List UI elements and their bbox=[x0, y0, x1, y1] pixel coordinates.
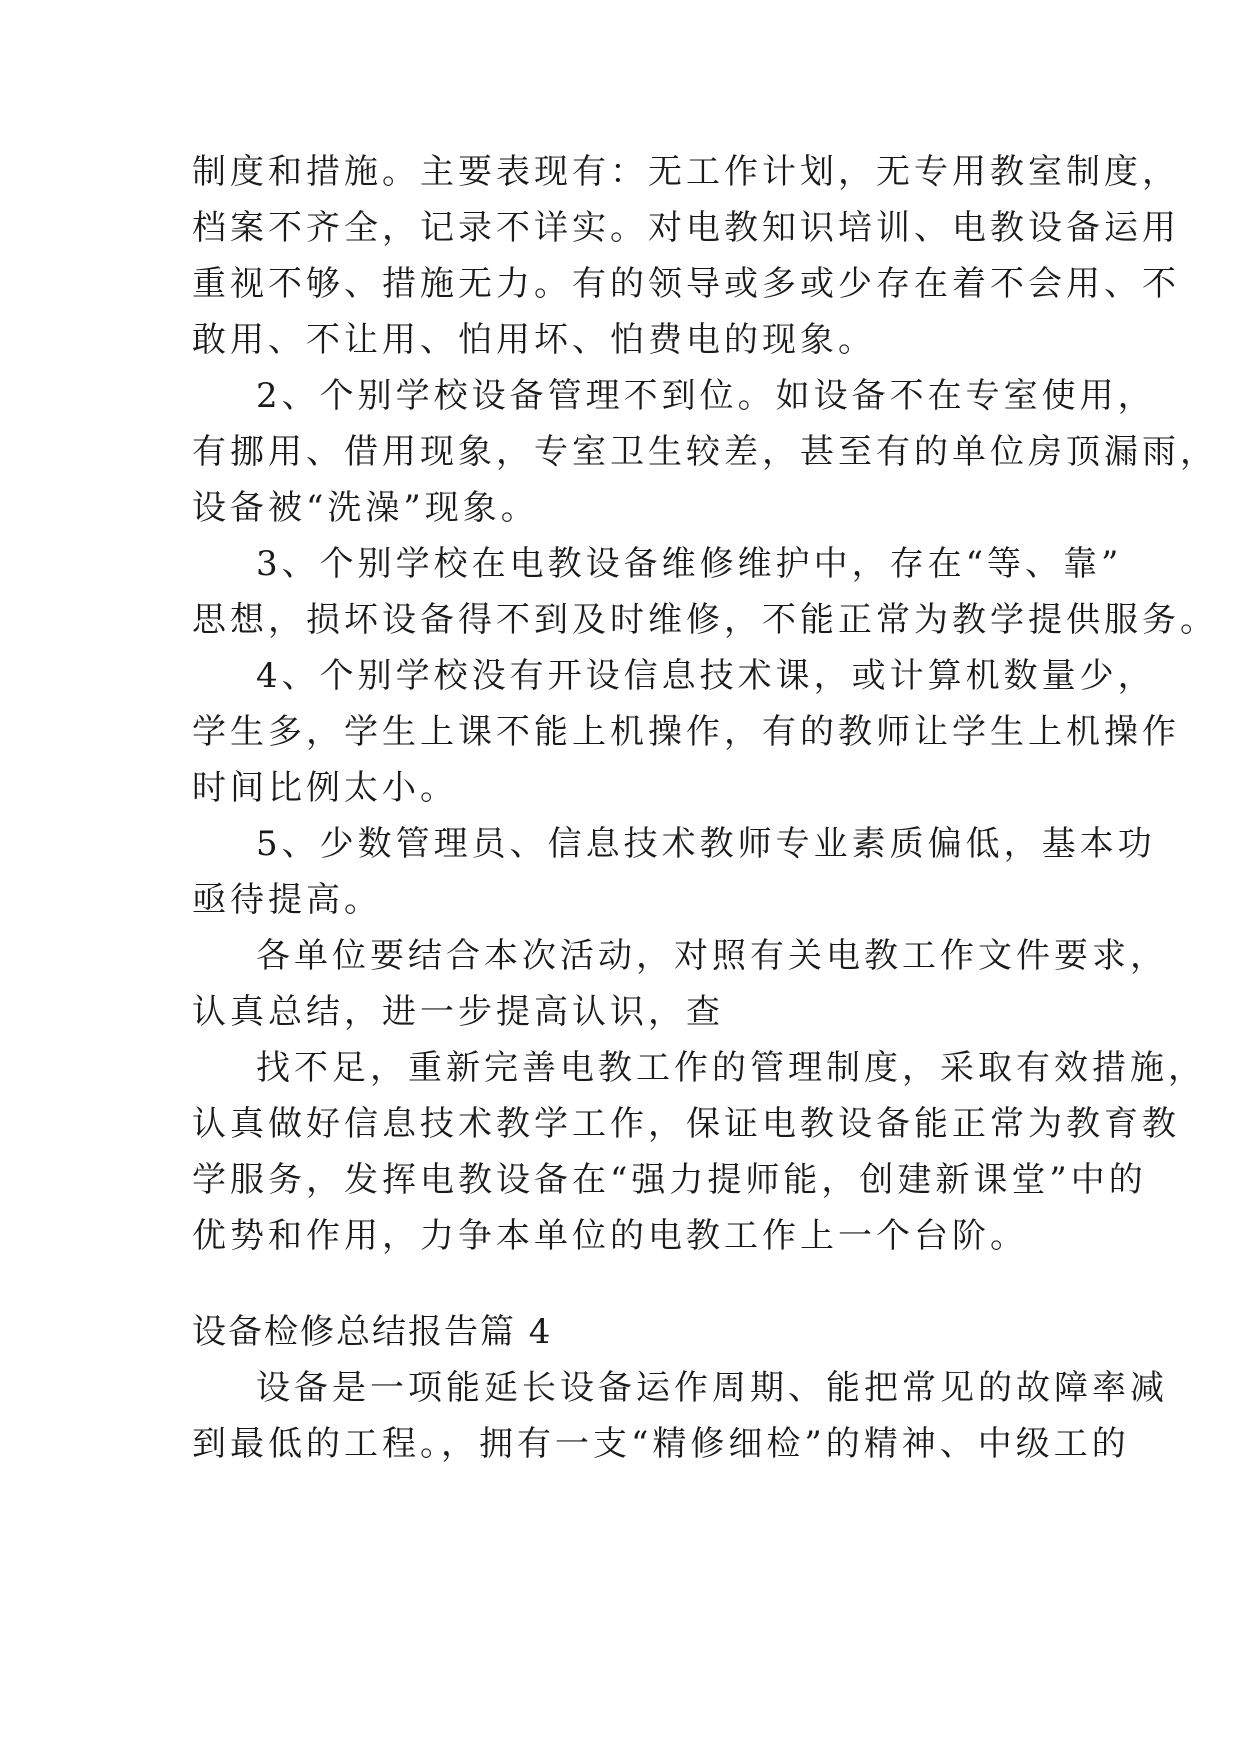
text-line: 制度和措施。主要表现有：无工作计划，无专用教室制度， bbox=[192, 152, 1180, 192]
section-heading: 设备检修总结报告篇 4 bbox=[192, 1312, 553, 1352]
text-line: 认真做好信息技术教学工作，保证电教设备能正常为教育教 bbox=[192, 1104, 1180, 1144]
text-line: 优势和作用，力争本单位的电教工作上一个台阶。 bbox=[192, 1216, 1028, 1256]
text-line: 认真总结，进一步提高认识，查 bbox=[192, 992, 724, 1032]
text-line: 档案不齐全，记录不详实。对电教知识培训、电教设备运用 bbox=[192, 208, 1180, 248]
text-line: 到最低的工程。，拥有一支“精修细检”的精神、中级工的 bbox=[192, 1424, 1130, 1464]
text-line: 时间比例太小。 bbox=[192, 768, 458, 808]
text-line: 思想，损坏设备得不到及时维修，不能正常为教学提供服务。 bbox=[192, 600, 1218, 640]
paragraph-start-line: 2、个别学校设备管理不到位。如设备不在专室使用， bbox=[256, 376, 1156, 416]
paragraph-start-line: 设备是一项能延长设备运作周期、能把常见的故障率减 bbox=[256, 1368, 1168, 1408]
paragraph-start-line: 各单位要结合本次活动，对照有关电教工作文件要求， bbox=[256, 936, 1168, 976]
text-line: 有挪用、借用现象，专室卫生较差，甚至有的单位房顶漏雨， bbox=[192, 432, 1218, 472]
text-line: 重视不够、措施无力。有的领导或多或少存在着不会用、不 bbox=[192, 264, 1180, 304]
paragraph-start-line: 5、少数管理员、信息技术教师专业素质偏低，基本功 bbox=[256, 824, 1156, 864]
paragraph-start-line: 3、个别学校在电教设备维修维护中，存在“等、靠” bbox=[256, 544, 1123, 584]
text-line: 敢用、不让用、怕用坏、怕费电的现象。 bbox=[192, 320, 876, 360]
paragraph-start-line: 找不足，重新完善电教工作的管理制度，采取有效措施， bbox=[256, 1048, 1206, 1088]
text-line: 学服务，发挥电教设备在“强力提师能，创建新课堂”中的 bbox=[192, 1160, 1147, 1200]
text-line: 亟待提高。 bbox=[192, 880, 382, 920]
text-line: 学生多，学生上课不能上机操作，有的教师让学生上机操作 bbox=[192, 712, 1180, 752]
text-line: 设备被“洗澡”现象。 bbox=[192, 488, 539, 528]
paragraph-start-line: 4、个别学校没有开设信息技术课，或计算机数量少， bbox=[256, 656, 1156, 696]
